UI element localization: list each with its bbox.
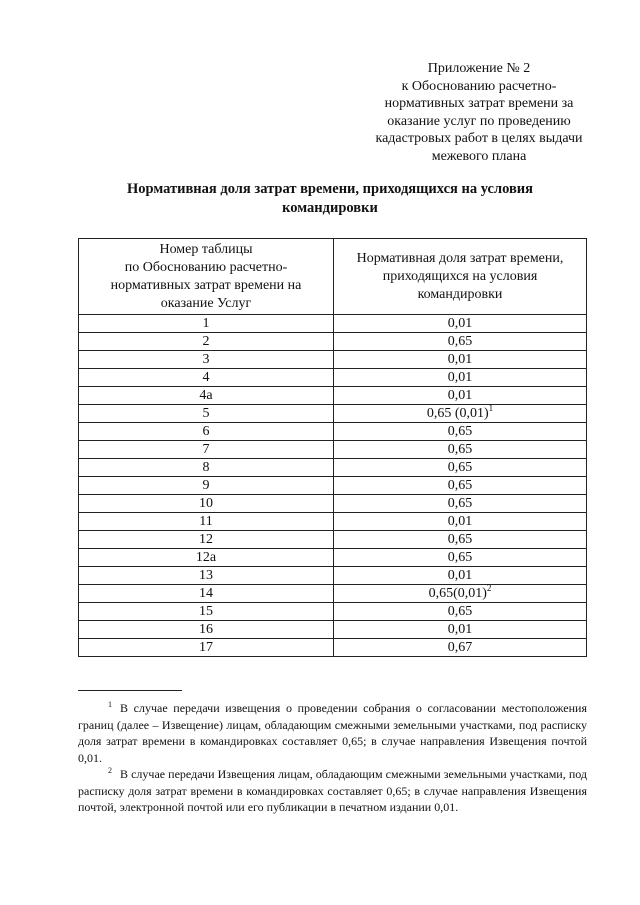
table-row <box>79 351 587 369</box>
header-time-share: Нормативная доля затрат времени, приходящихся на условия командировки <box>334 239 587 315</box>
time-share-value: 0,65 <box>447 459 473 475</box>
time-share-value: 0,01 <box>447 513 473 529</box>
time-share-value: 0,65 <box>447 531 473 547</box>
time-share-value: 0,65 <box>447 603 473 619</box>
cell-table-number: 2 <box>79 333 334 351</box>
time-share-value: 0,65 <box>447 495 473 511</box>
cell-time-share <box>334 315 587 333</box>
time-share-value: 0,65 <box>447 441 473 457</box>
appendix-line: нормативных затрат времени за <box>384 96 574 111</box>
appendix-line: оказание услуг по проведению <box>387 113 571 129</box>
cell-time-share <box>334 351 587 369</box>
time-share-value: 0,01 <box>447 567 473 583</box>
cell-table-number: 10 <box>79 495 334 513</box>
cell-table-number: 5 <box>79 405 334 423</box>
time-share-value: 0,65(0,01) <box>428 585 487 601</box>
table-header-row <box>79 239 587 315</box>
table-row <box>79 531 587 549</box>
cell-table-number: 6 <box>79 423 334 441</box>
document-title-line: командировки <box>282 200 378 216</box>
table-row <box>79 621 587 639</box>
table-row <box>79 567 587 585</box>
appendix-line: межевого плана <box>431 148 527 164</box>
table-row <box>79 585 587 603</box>
footnote-reference: 1 <box>488 402 494 413</box>
time-share-value: 0,01 <box>447 387 473 403</box>
cell-time-share <box>334 423 587 441</box>
cell-time-share <box>334 333 587 351</box>
cell-table-number: 3 <box>79 351 334 369</box>
table-row <box>79 639 587 657</box>
table-row <box>79 477 587 495</box>
cell-time-share <box>334 567 587 585</box>
table-row <box>79 513 587 531</box>
footnote-2 <box>78 766 587 816</box>
table-row <box>79 549 587 567</box>
footnote-reference: 2 <box>486 582 492 593</box>
appendix-line: Приложение № 2 <box>427 61 531 76</box>
footnote-divider <box>78 690 182 691</box>
appendix-line: кадастровых работ в целях выдачи <box>375 131 583 146</box>
cell-table-number: 9 <box>79 477 334 495</box>
table-row <box>79 369 587 387</box>
time-share-value: 0,01 <box>447 621 473 637</box>
cell-time-share <box>334 459 587 477</box>
footnotes <box>78 700 587 816</box>
cell-time-share <box>334 402 587 423</box>
cell-table-number: 15 <box>79 603 334 621</box>
norms-table <box>78 238 587 657</box>
table-row <box>79 423 587 441</box>
cell-table-number: 17 <box>79 639 334 657</box>
cell-time-share <box>334 369 587 387</box>
table-row <box>79 387 587 405</box>
table-row <box>79 441 587 459</box>
document-title-line: Нормативная доля затрат времени, приходящихся на условия <box>126 181 534 197</box>
appendix-line: к Обоснованию расчетно- <box>401 78 557 94</box>
cell-table-number: 7 <box>79 441 334 459</box>
footnote-1 <box>78 700 587 766</box>
cell-time-share <box>334 582 587 603</box>
cell-table-number: 16 <box>79 621 334 639</box>
footnote-mark: 2 <box>108 766 112 775</box>
cell-time-share <box>334 387 587 405</box>
cell-table-number: 14 <box>79 585 334 603</box>
cell-time-share <box>334 621 587 639</box>
appendix-header <box>372 60 586 165</box>
footnote-mark: 1 <box>108 700 112 709</box>
cell-table-number: 11 <box>79 513 334 531</box>
cell-time-share <box>334 549 587 567</box>
table-row <box>79 405 587 423</box>
time-share-value: 0,01 <box>447 315 473 331</box>
cell-time-share <box>334 495 587 513</box>
cell-time-share <box>334 639 587 657</box>
table-row <box>79 495 587 513</box>
table-row <box>79 315 587 333</box>
footnote-text: В случае передачи Извещения лицам, обладающим смежными земельными участками, под расписку доля затрат времени в командировках составляет 0,65; в случае направления Извещения почтой, электронной почтой или его публикации в печатном издании 0,01. <box>78 767 587 814</box>
time-share-value: 0,01 <box>447 351 473 367</box>
table-row <box>79 333 587 351</box>
cell-table-number: 8 <box>79 459 334 477</box>
cell-table-number: 4 <box>79 369 334 387</box>
time-share-value: 0,65 <box>447 549 473 565</box>
time-share-value: 0,65 <box>447 477 473 493</box>
time-share-value: 0,67 <box>447 639 473 655</box>
footnote-text: В случае передачи извещения о проведении собрания о согласовании местоположения границ (далее – Извещение) лицам, обладающим смежными земельными участками, под расписку доля затрат времени в командировках составляет 0,65; в случае направления Извещения почтой 0,01. <box>78 701 587 765</box>
cell-table-number: 1 <box>79 315 334 333</box>
time-share-value: 0,01 <box>447 369 473 385</box>
table-row <box>79 459 587 477</box>
table-row <box>79 603 587 621</box>
cell-time-share <box>334 513 587 531</box>
header-table-number: Номер таблицы по Обоснованию расчетно- нормативных затрат времени на оказание Услуг <box>79 239 334 315</box>
cell-table-number: 12 <box>79 531 334 549</box>
cell-time-share <box>334 477 587 495</box>
time-share-value: 0,65 <box>447 333 473 349</box>
cell-table-number: 4а <box>79 387 334 405</box>
time-share-value: 0,65 <box>447 423 473 439</box>
document-title <box>80 180 580 218</box>
cell-time-share <box>334 531 587 549</box>
cell-table-number: 13 <box>79 567 334 585</box>
time-share-value: 0,65 (0,01) <box>426 405 489 421</box>
cell-time-share <box>334 603 587 621</box>
cell-table-number: 12а <box>79 549 334 567</box>
cell-time-share <box>334 441 587 459</box>
